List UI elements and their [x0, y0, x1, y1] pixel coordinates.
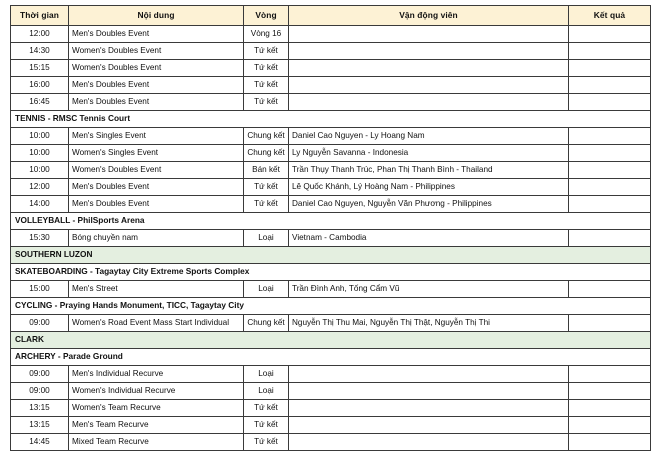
- venue-header-row: [11, 349, 651, 366]
- column-header-time: Thời gian: [11, 6, 69, 26]
- cell-time: 09:00: [11, 366, 69, 383]
- cell-time: 15:30: [11, 230, 69, 247]
- table-header: [11, 6, 651, 26]
- cell-time: 12:00: [11, 179, 69, 196]
- cell-result: [569, 196, 651, 213]
- cell-content: Men's Doubles Event: [69, 179, 244, 196]
- cell-round: Tứ kết: [244, 434, 289, 451]
- cell-time: 15:00: [11, 281, 69, 298]
- cell-result: [569, 43, 651, 60]
- cell-athlete: [289, 434, 569, 451]
- venue-title: VOLLEYBALL - PhilSports Arena: [11, 213, 651, 230]
- venue-title: CYCLING - Praying Hands Monument, TICC, Tagaytay City: [11, 298, 651, 315]
- column-header-round: Vòng: [244, 6, 289, 26]
- cell-result: [569, 94, 651, 111]
- venue-title: SKATEBOARDING - Tagaytay City Extreme Sports Complex: [11, 264, 651, 281]
- table-row: [11, 230, 651, 247]
- cell-content: Men's Singles Event: [69, 128, 244, 145]
- cell-athlete: Trần Đình Anh, Tống Cẩm Vũ: [289, 281, 569, 298]
- cell-athlete: [289, 383, 569, 400]
- cell-time: 13:15: [11, 400, 69, 417]
- cell-athlete: Nguyễn Thị Thu Mai, Nguyễn Thị Thật, Nguyễn Thị Thi: [289, 315, 569, 332]
- cell-result: [569, 26, 651, 43]
- cell-athlete: Daniel Cao Nguyen - Ly Hoang Nam: [289, 128, 569, 145]
- venue-header-row: [11, 213, 651, 230]
- venue-title: TENNIS - RMSC Tennis Court: [11, 111, 651, 128]
- cell-round: Tứ kết: [244, 77, 289, 94]
- table-row: [11, 26, 651, 43]
- cell-athlete: [289, 94, 569, 111]
- table-row: [11, 315, 651, 332]
- cell-round: Loại: [244, 281, 289, 298]
- column-header-athlete: Vận động viên: [289, 6, 569, 26]
- cell-result: [569, 128, 651, 145]
- cell-time: 16:00: [11, 77, 69, 94]
- cell-round: Loại: [244, 366, 289, 383]
- cell-round: Vòng 16: [244, 26, 289, 43]
- cell-result: [569, 383, 651, 400]
- cell-athlete: [289, 366, 569, 383]
- cell-content: Women's Doubles Event: [69, 43, 244, 60]
- cell-time: 09:00: [11, 315, 69, 332]
- cell-result: [569, 315, 651, 332]
- cell-athlete: [289, 60, 569, 77]
- table-row: [11, 434, 651, 451]
- cell-time: 14:00: [11, 196, 69, 213]
- table-row: [11, 77, 651, 94]
- table-row: [11, 196, 651, 213]
- cell-athlete: [289, 26, 569, 43]
- table-row: [11, 179, 651, 196]
- cell-time: 10:00: [11, 162, 69, 179]
- cell-result: [569, 281, 651, 298]
- cell-content: Women's Doubles Event: [69, 60, 244, 77]
- cell-time: 12:00: [11, 26, 69, 43]
- cell-round: Chung kết: [244, 128, 289, 145]
- cell-content: Men's Doubles Event: [69, 94, 244, 111]
- table-row: [11, 145, 651, 162]
- cell-content: Women's Singles Event: [69, 145, 244, 162]
- cell-result: [569, 145, 651, 162]
- table-row: [11, 128, 651, 145]
- cell-round: Loại: [244, 383, 289, 400]
- cell-round: Tứ kết: [244, 179, 289, 196]
- cell-result: [569, 77, 651, 94]
- venue-header-row: [11, 298, 651, 315]
- cell-time: 10:00: [11, 145, 69, 162]
- venue-header-row: [11, 264, 651, 281]
- cell-content: Bóng chuyền nam: [69, 230, 244, 247]
- cell-time: 14:45: [11, 434, 69, 451]
- column-header-content: Nội dung: [69, 6, 244, 26]
- table-row: [11, 383, 651, 400]
- cell-athlete: Ly Nguyễn Savanna - Indonesia: [289, 145, 569, 162]
- cell-result: [569, 434, 651, 451]
- cell-athlete: Daniel Cao Nguyen, Nguyễn Văn Phương - Philippines: [289, 196, 569, 213]
- cell-result: [569, 60, 651, 77]
- table-row: [11, 417, 651, 434]
- cell-content: Women's Doubles Event: [69, 162, 244, 179]
- table-body: [11, 26, 651, 451]
- cell-time: 16:45: [11, 94, 69, 111]
- cell-content: Men's Street: [69, 281, 244, 298]
- cell-athlete: [289, 43, 569, 60]
- cell-result: [569, 162, 651, 179]
- cell-athlete: Lê Quốc Khánh, Lý Hoàng Nam - Philippines: [289, 179, 569, 196]
- cell-content: Women's Individual Recurve: [69, 383, 244, 400]
- competition-schedule-table: [10, 5, 651, 451]
- cell-time: 10:00: [11, 128, 69, 145]
- table-row: [11, 400, 651, 417]
- cell-time: 09:00: [11, 383, 69, 400]
- cell-content: Men's Doubles Event: [69, 196, 244, 213]
- table-row: [11, 281, 651, 298]
- cell-content: Women's Road Event Mass Start Individual: [69, 315, 244, 332]
- cell-result: [569, 400, 651, 417]
- cell-result: [569, 366, 651, 383]
- cell-content: Mixed Team Recurve: [69, 434, 244, 451]
- cell-round: Tứ kết: [244, 196, 289, 213]
- cell-content: Women's Team Recurve: [69, 400, 244, 417]
- region-title: CLARK: [11, 332, 651, 349]
- cell-time: 14:30: [11, 43, 69, 60]
- table-row: [11, 162, 651, 179]
- cell-athlete: [289, 417, 569, 434]
- cell-round: Tứ kết: [244, 43, 289, 60]
- cell-time: 13:15: [11, 417, 69, 434]
- cell-round: Loại: [244, 230, 289, 247]
- table-row: [11, 366, 651, 383]
- region-header-row: [11, 332, 651, 349]
- table-header-row: [11, 6, 651, 26]
- cell-content: Men's Team Recurve: [69, 417, 244, 434]
- schedule-container: [10, 5, 650, 451]
- table-row: [11, 94, 651, 111]
- cell-result: [569, 230, 651, 247]
- venue-title: ARCHERY - Parade Ground: [11, 349, 651, 366]
- cell-round: Bán kết: [244, 162, 289, 179]
- table-row: [11, 43, 651, 60]
- region-header-row: [11, 247, 651, 264]
- cell-athlete: Trần Thụy Thanh Trúc, Phan Thị Thanh Bình - Thailand: [289, 162, 569, 179]
- cell-content: Men's Doubles Event: [69, 77, 244, 94]
- column-header-result: Kết quả: [569, 6, 651, 26]
- cell-content: Men's Individual Recurve: [69, 366, 244, 383]
- cell-athlete: [289, 400, 569, 417]
- cell-time: 15:15: [11, 60, 69, 77]
- cell-content: Men's Doubles Event: [69, 26, 244, 43]
- cell-round: Tứ kết: [244, 417, 289, 434]
- cell-round: Chung kết: [244, 145, 289, 162]
- table-row: [11, 60, 651, 77]
- cell-result: [569, 417, 651, 434]
- cell-athlete: Vietnam - Cambodia: [289, 230, 569, 247]
- cell-result: [569, 179, 651, 196]
- cell-round: Tứ kết: [244, 60, 289, 77]
- cell-athlete: [289, 77, 569, 94]
- region-title: SOUTHERN LUZON: [11, 247, 651, 264]
- venue-header-row: [11, 111, 651, 128]
- cell-round: Tứ kết: [244, 94, 289, 111]
- cell-round: Chung kết: [244, 315, 289, 332]
- cell-round: Tứ kết: [244, 400, 289, 417]
